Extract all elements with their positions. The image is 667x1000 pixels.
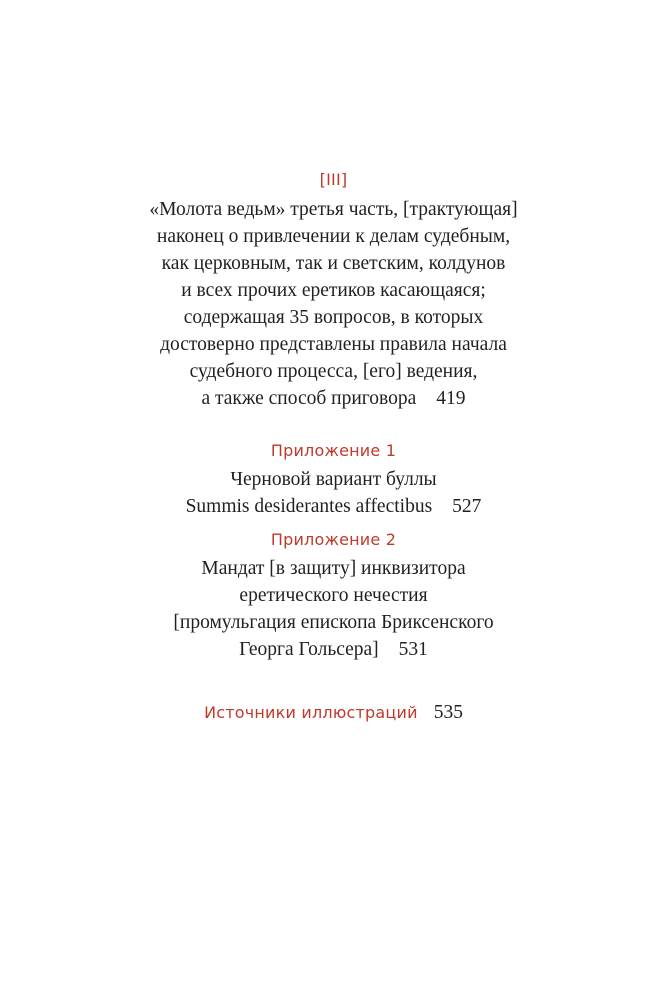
part-3-line: а также способ приговора (201, 388, 417, 409)
appendix-2-last-line (0, 636, 667, 663)
toc-entry-sources (0, 702, 667, 724)
appendix-1-line: Summis desiderantes affectibus (185, 496, 433, 517)
appendix-2-line: [промульгация епископа Бриксенского (173, 612, 494, 633)
appendix-1-line: Черновой вариант буллы (230, 469, 437, 490)
appendix-2-line: еретического нечестия (239, 585, 428, 606)
sources-heading: Источники иллюстраций (204, 703, 418, 722)
part-3-line: судебного процесса, [его] ведения, (189, 361, 478, 382)
appendix-2-heading: Приложение 2 (270, 530, 397, 549)
part-3-line: достоверно представлены правила начала (160, 334, 507, 355)
part-3-line: и всех прочих еретиков касающаяся; (181, 280, 486, 301)
toc-entry-part-3 (0, 170, 667, 412)
part-3-line: «Молота ведьм» третья часть, [трактующая] (149, 199, 518, 220)
part-3-line: содержащая 35 вопросов, в которых (183, 307, 484, 328)
part-3-line: как церковным, так и светским, колдунов (161, 253, 506, 274)
part-3-line: наконец о привлечении к делам судебным, (156, 226, 511, 247)
part-3-page-number: 419 (436, 388, 466, 409)
appendix-1-last-line (0, 493, 667, 520)
sources-page-number: 535 (433, 702, 463, 723)
appendix-1-page-number: 527 (452, 496, 482, 517)
appendix-2-line: Мандат [в защиту] инквизитора (201, 558, 466, 579)
appendix-1-heading: Приложение 1 (270, 441, 397, 460)
part-3-last-line (0, 385, 667, 412)
toc-entry-appendix-1 (0, 441, 667, 520)
toc-entry-appendix-2 (0, 530, 667, 663)
appendix-2-line: Георга Гольсера] (239, 639, 379, 660)
part-3-heading: [III] (319, 170, 348, 189)
appendix-2-page-number: 531 (398, 639, 428, 660)
